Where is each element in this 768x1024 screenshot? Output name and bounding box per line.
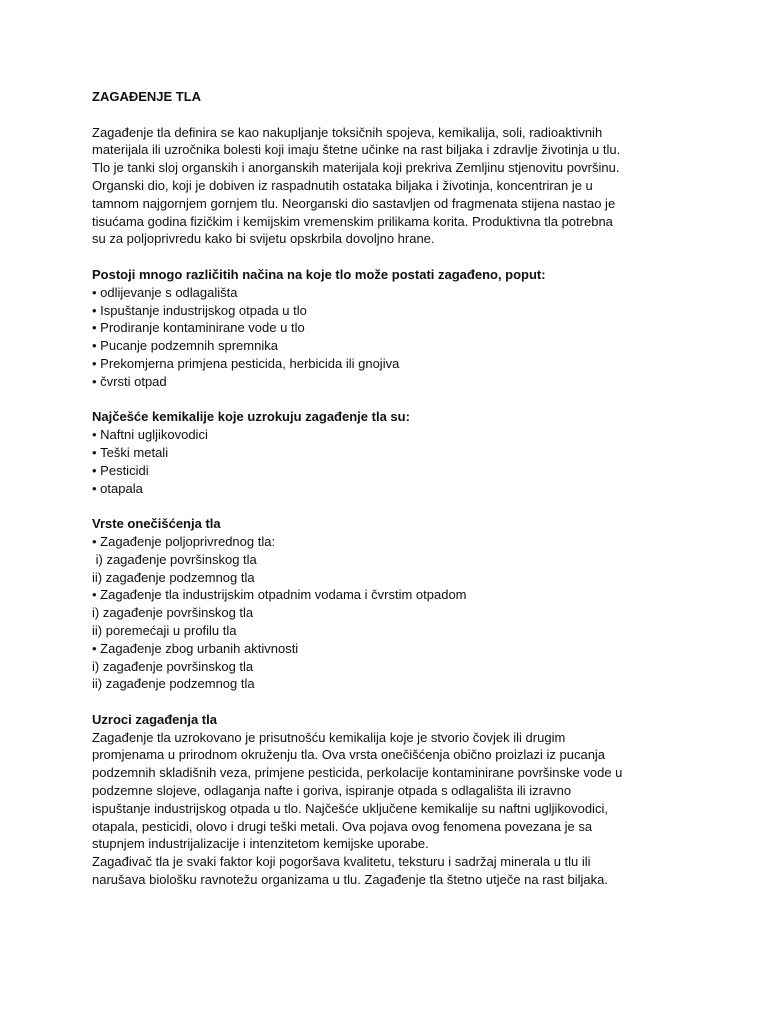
causes-line: narušava biološku ravnotežu organizama u tlu. Zagađenje tla štetno utječe na rast biljaka.: [92, 872, 608, 888]
chemicals-heading: Najčešće kemikalije koje uzrokuju zagađenje tla su:: [92, 409, 410, 425]
types-list: [92, 533, 692, 693]
intro-line: materijala ili uzročnika bolesti koji imaju štetne učinke na rast biljaka i zdravlje životinja u tlu.: [92, 142, 621, 158]
spacer: [92, 106, 692, 124]
spacer: [92, 391, 692, 409]
causes-line: stupnjem industrijalizacije i intenzitetom kemijske uporabe.: [92, 836, 429, 852]
types-sub-item: ii) zagađenje podzemnog tla: [92, 676, 255, 692]
ways-list-item: • čvrsti otpad: [92, 373, 692, 391]
ways-list-item: • Pucanje podzemnih spremnika: [92, 337, 692, 355]
causes-line: podzemnih skladišnih veza, primjene pesticida, perkolacije kontaminirane površinske vode u: [92, 765, 623, 781]
document-title: ZAGAĐENJE TLA: [92, 89, 202, 104]
ways-heading: Postoji mnogo različitih načina na koje tlo može postati zagađeno, poput:: [92, 266, 546, 282]
types-sub-item: i) zagađenje površinskog tla: [92, 605, 254, 621]
causes-line: podzemne slojeve, odlaganja nafte i goriva, ispiranje otpada s odlagališta ili izravno: [92, 783, 572, 799]
types-sub-item: i) zagađenje površinskog tla: [92, 551, 257, 567]
intro-line: Zagađenje tla definira se kao nakupljanje toksičnih spojeva, kemikalija, soli, radioaktivnih: [92, 124, 603, 140]
spacer: [92, 497, 692, 515]
causes-line: Zagađenje tla uzrokovano je prisutnošću kemikalija koje je stvorio čovjek ili drugim: [92, 729, 566, 745]
chemicals-list-item: • Teški metali: [92, 444, 692, 462]
causes-line: otapala, pesticidi, olovo i drugi teški metali. Ova pojava ovog fenomena povezana je sa: [92, 818, 593, 834]
types-sub-item: i) zagađenje površinskog tla: [92, 658, 254, 674]
spacer: [92, 693, 692, 711]
types-list-item: • Zagađenje poljoprivrednog tla:: [92, 533, 692, 551]
causes-line: promjenama u prirodnom okruženju tla. Ova vrsta onečišćenja obično proizlazi iz pucanja: [92, 747, 606, 763]
causes-section: [92, 711, 692, 889]
ways-list-item: • Ispuštanje industrijskog otpada u tlo: [92, 302, 692, 320]
chemicals-list-item: • Naftni ugljikovodici: [92, 426, 692, 444]
ways-list-item: • Prodiranje kontaminirane vode u tlo: [92, 319, 692, 337]
causes-line: ispuštanje industrijskog otpada u tlo. Najčešće uključene kemikalije su naftni ugljikovodici,: [92, 800, 608, 816]
document-page: [92, 88, 692, 889]
ways-section: [92, 266, 692, 391]
intro-line: su za poljoprivredu kako bi svijetu opskrbila dovoljno hrane.: [92, 231, 435, 247]
ways-list-item: • Prekomjerna primjena pesticida, herbicida ili gnojiva: [92, 355, 692, 373]
types-sub-item: ii) poremećaji u profilu tla: [92, 622, 237, 638]
causes-heading: Uzroci zagađenja tla: [92, 711, 217, 727]
types-sub-item: ii) zagađenje podzemnog tla: [92, 569, 255, 585]
spacer: [92, 248, 692, 266]
chemicals-list-item: • Pesticidi: [92, 462, 692, 480]
types-section: [92, 515, 692, 693]
intro-line: tamnom najgornjem gornjem tlu. Neorganski dio sastavljen od fragmenata stijena nastao je: [92, 195, 616, 211]
chemicals-section: [92, 408, 692, 497]
intro-line: Organski dio, koji je dobiven iz raspadnutih ostataka biljaka i životinja, koncentriran je u: [92, 177, 593, 193]
ways-list-item: • odlijevanje s odlagališta: [92, 284, 692, 302]
intro-line: Tlo je tanki sloj organskih i anorganskih materijala koji prekriva Zemljinu stjenovitu površinu.: [92, 160, 620, 176]
types-list-item: • Zagađenje tla industrijskim otpadnim vodama i čvrstim otpadom: [92, 586, 692, 604]
chemicals-list-item: • otapala: [92, 480, 692, 498]
types-list-item: • Zagađenje zbog urbanih aktivnosti: [92, 640, 692, 658]
intro-line: tisućama godina fizičkim i kemijskim vremenskim prilikama korita. Produktivna tla potrebna: [92, 213, 613, 229]
types-heading: Vrste onečišćenja tla: [92, 516, 221, 532]
intro-paragraph: [92, 124, 692, 249]
causes-line: Zagađivač tla je svaki faktor koji pogoršava kvalitetu, teksturu i sadržaj minerala u tlu ili: [92, 854, 591, 870]
